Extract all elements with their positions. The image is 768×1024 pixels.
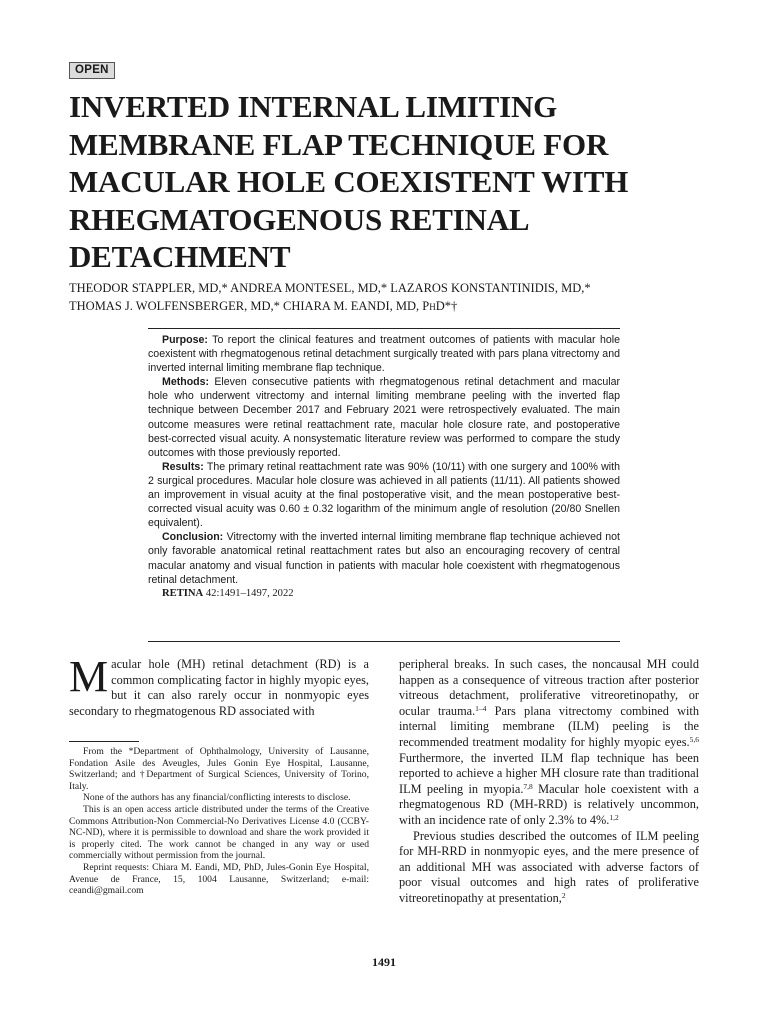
- footnote-license: This is an open access article distributed under the terms of the Creative Commons Attribution-Non Commercial-No Derivatives License 4.0 (CCBY-NC-ND), where it is permissible to download and share the work provided it is properly cited. The work cannot be changed in any way or used commercially without permission from the journal.: [69, 803, 369, 862]
- body-column-left: [69, 652, 369, 719]
- reference-superscript[interactable]: 1–4: [475, 703, 487, 713]
- conclusion-label: Conclusion:: [162, 531, 224, 544]
- abstract-purpose: Purpose: To report the clinical features and treatment outcomes of patients with macular hole coexistent with rhegmatogenous retinal detachment surgically treated with pars plana vitrectomy and inverted internal limiting membrane flap technique.: [148, 334, 620, 375]
- abstract-conclusion: Conclusion: Vitrectomy with the inverted internal limiting membrane flap technique achieved not only favorable anatomical retinal reattachment rates but also an encouraging recovery of central macular anatomy and visual function in patients with macular hole coexistent with rhegmatogenous retinal detachment.: [148, 531, 620, 586]
- author-list: [69, 280, 709, 315]
- reference-superscript[interactable]: 1,2: [609, 812, 619, 822]
- purpose-label: Purpose:: [162, 334, 208, 346]
- body-column-right: [399, 657, 699, 907]
- journal-citation: RETINA 42:1491–1497, 2022: [162, 587, 294, 599]
- open-access-badge: OPEN: [69, 62, 115, 79]
- footnote-reprint: Reprint requests: Chiara M. Eandi, MD, PhD, Jules-Gonin Eye Hospital, Avenue de France, 15, 1004 Lausanne, Switzerland; e-mail: ceandi@gmail.com: [69, 861, 369, 897]
- footnote-rule: [69, 741, 139, 742]
- reference-superscript[interactable]: 2: [561, 890, 566, 900]
- footnote-affiliation: From the *Department of Ophthalmology, University of Lausanne, Fondation Asile des Aveugles, Jules Gonin Eye Hospital, Lausanne, Switzerland; and †Department of Surgical Sciences, University of Torino, Italy.: [69, 746, 369, 792]
- page-number: 1491: [372, 955, 396, 969]
- title-line: MACULAR HOLE COEXISTENT WITH: [69, 164, 629, 199]
- journal-name: RETINA: [162, 587, 204, 599]
- reference-superscript[interactable]: 5,6: [689, 734, 699, 744]
- abstract-bottom-rule: [148, 641, 620, 642]
- intro-paragraph: Macular hole (MH) retinal detachment (RD) is a common complicating factor in highly myopic eyes, but it can also rarely occur in nonmyopic eyes secondary to rhegmatogenous RD associated with: [69, 652, 369, 718]
- author-line-1: THEODOR STAPPLER, MD,* ANDREA MONTESEL, MD,* LAZAROS KONSTANTINIDIS, MD,*: [69, 281, 591, 295]
- methods-label: Methods:: [162, 376, 210, 389]
- results-label: Results:: [162, 460, 204, 473]
- author-line-2: THOMAS J. WOLFENSBERGER, MD,* CHIARA M. EANDI, MD, PhD*†: [69, 298, 458, 313]
- abstract-methods: Methods: Eleven consecutive patients with rhegmatogenous retinal detachment and macular hole who underwent vitrectomy and internal limiting membrane peeling with the inverted flap technique between December 2017 and February 2021 were retrospectively evaluated. The main outcome measures were retinal reattachment rate, macular hole closure rate, and postoperative best-corrected visual acuity. A nonsystematic literature review was performed to compare the study outcomes with those previously reported.: [148, 376, 620, 459]
- body-paragraph: Previous studies described the outcomes of ILM peeling for MH-RRD in nonmyopic eyes, and the mere presence of an additional MH was associated with adverse factors of poor visual outcomes and high rates of proliferative vitreoretinopathy at presentation,$^2$: [399, 828, 699, 905]
- abstract-top-rule: [148, 328, 620, 329]
- title-line: RHEGMATOGENOUS RETINAL: [69, 201, 530, 237]
- body-paragraph: peripheral breaks. In such cases, the noncausal MH could happen as a consequence of vitreous traction after posterior vitreous detachment, proliferative vitreoretinopathy, or ocular trauma.$^{1-4}$ Pars plana vitrectomy combined with internal limiting membrane (ILM) peeling is the recommended treatment modality for highly myopic eyes.$^{5,6}$ Furthermore, the inverted ILM flap technique has been reported to achieve a higher MH closure rate than traditional ILM peeling in myopia.$^{7,8}$ Macular hole coexistent with a rhegmatogenous RD (MH-RRD) is relatively uncommon, with an incidence rate of only 2.3% to 4%.$^{1,2}$: [399, 657, 699, 827]
- title-line: MEMBRANE FLAP TECHNIQUE FOR: [69, 126, 609, 162]
- title-line: DETACHMENT: [69, 239, 291, 274]
- abstract: [148, 333, 620, 601]
- footnotes: [69, 746, 369, 897]
- footnote-conflict: None of the authors has any financial/conflicting interests to disclose.: [83, 792, 351, 804]
- drop-cap: M: [69, 652, 109, 701]
- reference-superscript[interactable]: 7,8: [523, 781, 533, 791]
- article-title: [69, 88, 709, 276]
- abstract-results: Results: The primary retinal reattachment rate was 90% (10/11) with one surgery and 100% with 2 surgical procedures. Macular hole closure was achieved in all patients (11/11). All patients showed an improvement in visual acuity at the final postoperative visit, and the mean postoperative best-corrected visual acuity was 0.60 ± 0.32 logarithm of the minimum angle of resolution (20/80 Snellen equivalent).: [148, 460, 620, 530]
- title-line: INVERTED INTERNAL LIMITING: [69, 89, 558, 124]
